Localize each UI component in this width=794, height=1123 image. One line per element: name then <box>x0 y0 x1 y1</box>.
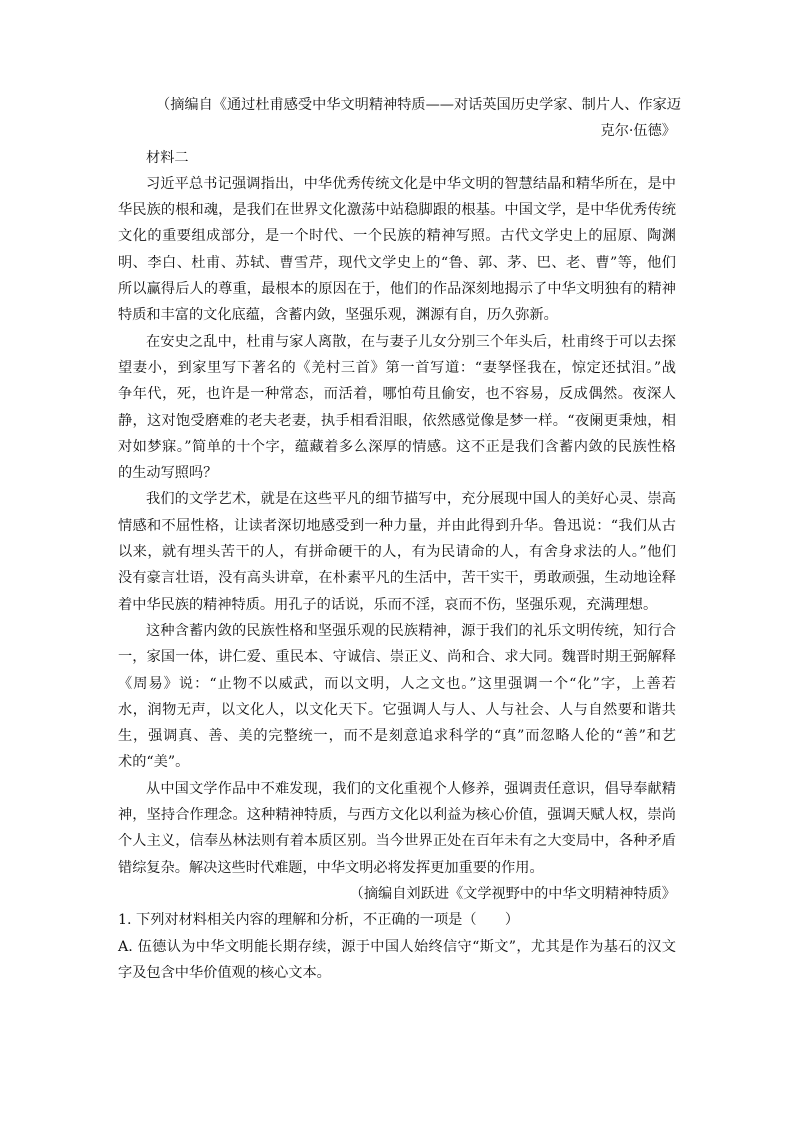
paragraph-line: 着中华民族的精神特质。用孔子的话说，乐而不淫，哀而不伤，坚强乐观，充满理想。 <box>118 596 658 613</box>
source-citation-1-line-1: （摘编自《通过杜甫感受中华文明精神特质——对话英国历史学家、制片人、作家迈 <box>156 97 681 113</box>
paragraph-line: 个人主义，信奉丛林法则有着本质区别。当今世界正处在百年未有之大变局中，各种矛盾 <box>118 833 676 850</box>
paragraph-line: 所以赢得后人的尊重，最根本的原因在于，他们的作品深刻地揭示了中华文明独有的精神 <box>118 281 676 298</box>
paragraph-line: 在安史之乱中，杜甫与家人离散，在与妻子儿女分别三个年头后，杜甫终于可以去探 <box>146 333 676 350</box>
paragraph-2 <box>118 329 676 487</box>
paragraph-line: 特质和丰富的文化底蕴，含蓄内敛，坚强乐观，渊源有自，历久弥新。 <box>118 307 558 324</box>
paragraph-line: 情感和不屈性格，让读者深切地感受到一种力量，并由此得到升华。鲁迅说：“我们从古 <box>118 517 676 534</box>
paragraph-line: 神，坚持合作理念。这种精神特质，与西方文化以利益为核心价值，强调天赋人权，崇尚 <box>118 807 676 824</box>
paragraph-line: 我们的文学艺术，就是在这些平凡的细节描写中，充分展现中国人的美好心灵、崇高 <box>146 491 676 508</box>
paragraph-line: 从中国文学作品中不难发现，我们的文化重视个人修养，强调责任意识，倡导奉献精 <box>146 780 676 797</box>
paragraph-line: 习近平总书记强调指出，中华优秀传统文化是中华文明的智慧结晶和精华所在，是中 <box>146 175 676 192</box>
paragraph-5 <box>118 776 676 881</box>
document-page <box>118 92 681 986</box>
paragraph-3 <box>118 486 676 617</box>
paragraph-1 <box>118 171 676 329</box>
paragraph-line: 对如梦寐。”简单的十个字，蕴藏着多么深厚的情感。这不正是我们含蓄内敛的民族性格 <box>118 438 676 455</box>
paragraph-line: 水，润物无声，以文化人，以文化天下。它强调人与人、人与社会、人与自然要和谐共 <box>118 701 676 718</box>
option-a-line-1: A. 伍德认为中华文明能长期存续，源于中国人始终信守“斯文”，尤其是作为基石的汉文 <box>118 938 676 955</box>
paragraph-line: 没有豪言壮语，没有高头讲章，在朴素平凡的生活中，苦干实干，勇敢顽强，生动地诠释 <box>118 570 676 587</box>
paragraph-line: 《周易》说：“止物不以威武，而以文明，人之文也。”这里强调一个“化”字，上善若 <box>118 675 676 692</box>
paragraph-line: 明、李白、杜甫、苏轼、曹雪芹，现代文学史上的“鲁、郭、茅、巴、老、曹”等，他们 <box>118 254 676 271</box>
paragraph-line: 华民族的根和魂，是我们在世界文化激荡中站稳脚跟的根基。中国文学，是中华优秀传统 <box>118 202 676 219</box>
paragraph-line: 以来，就有埋头苦干的人，有拼命硬干的人，有为民请命的人，有舍身求法的人。”他们 <box>118 544 676 561</box>
paragraph-line: 的生动写照吗？ <box>118 465 218 482</box>
source-citation-1-line-2: 克尔·伍德》 <box>600 123 676 140</box>
source-citation-2: （摘编自刘跃进《文学视野中的中华文明精神特质》 <box>349 885 676 902</box>
paragraph-4 <box>118 618 676 776</box>
paragraph-line: 术的“美”。 <box>118 754 190 771</box>
option-a-line-2: 字及包含中华价值观的核心文本。 <box>118 964 331 981</box>
paragraph-line: 文化的重要组成部分，是一个时代、一个民族的精神写照。古代文学史上的屈原、陶渊 <box>118 228 676 245</box>
paragraph-line: 望妻小，到家里写下著名的《羌村三首》第一首写道：“妻孥怪我在，惊定还拭泪。”战 <box>118 359 676 376</box>
paragraph-line: 这种含蓄内敛的民族性格和坚强乐观的民族精神，源于我们的礼乐文明传统，知行合 <box>146 622 676 639</box>
material-2-heading: 材料二 <box>146 149 189 166</box>
paragraph-line: 生，强调真、善、美的完整统一，而不是刻意追求科学的“真”而忽略人伦的“善”和艺 <box>118 728 676 745</box>
paragraph-line: 一，家国一体，讲仁爱、重民本、守诚信、崇正义、尚和合、求大同。魏晋时期王弼解释 <box>118 649 676 666</box>
question-stem: 1. 下列对材料相关内容的理解和分析，不正确的一项是（ ） <box>118 912 520 929</box>
question-1 <box>118 907 676 986</box>
paragraph-line: 错综复杂。解决这些时代难题，中华文明必将发挥更加重要的作用。 <box>118 859 544 876</box>
paragraph-line: 静，这对饱受磨难的老夫老妻，执手相看泪眼，依然感觉像是梦一样。“夜阑更秉烛，相 <box>118 412 676 429</box>
paragraph-line: 争年代，死，也许是一种常态，而活着，哪怕苟且偷安，也不容易，反成偶然。夜深人 <box>118 386 676 403</box>
